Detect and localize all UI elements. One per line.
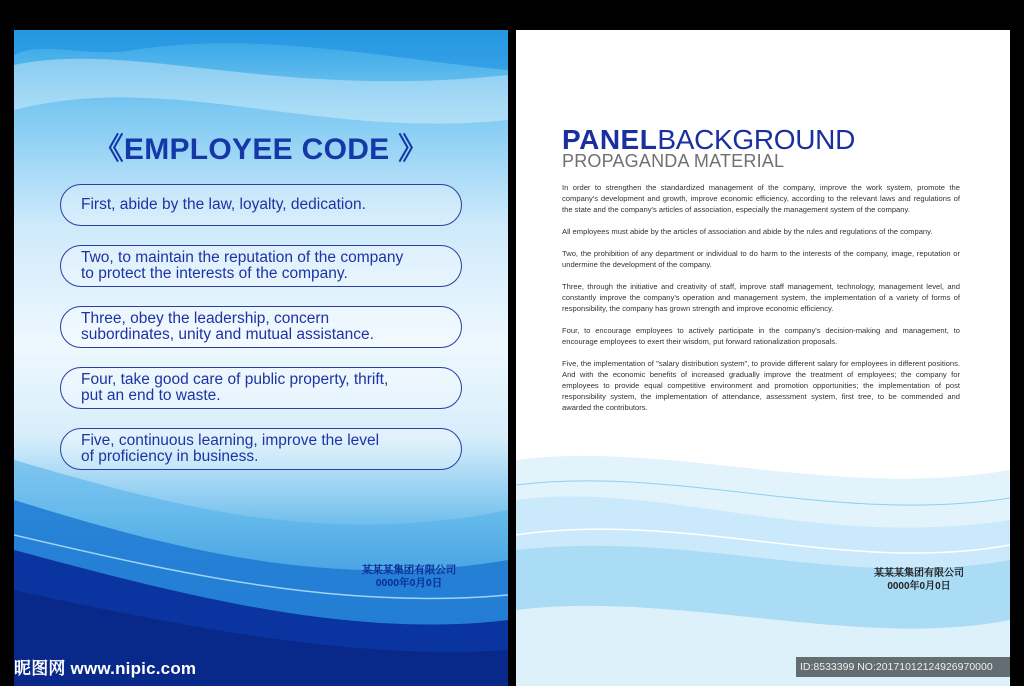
right-footer bbox=[866, 567, 972, 593]
code-item-5 bbox=[60, 428, 462, 470]
code-item-4 bbox=[60, 367, 462, 409]
paragraph: Four, to encourage employees to actively participate in the company's decision-making and management, to encourage employees to exert their wisdom, put forward rationalization proposals. bbox=[562, 326, 960, 346]
code-item-3 bbox=[60, 306, 462, 348]
left-footer bbox=[344, 564, 474, 590]
employee-code-title: 《EMPLOYEE CODE 》 bbox=[93, 133, 429, 166]
image-id-watermark: ID:8533399 NO:20171012124926970000 bbox=[796, 657, 1010, 677]
paragraph: In order to strengthen the standardized management of the company, improve the work system, promote the company's development and growth, improve economic efficiency, according to the relevant laws and regulations of the state and the company's articles of association, especially the management system of the company. bbox=[562, 183, 960, 214]
code-item-text: First, abide by the law, loyalty, dedication. bbox=[81, 196, 366, 213]
code-item-text: subordinates, unity and mutual assistance. bbox=[81, 326, 374, 343]
paragraph: Three, through the initiative and creativity of staff, improve staff management, technology, management level, and constantly improve the company's operation and management system, the implementation of a variety of forms of responsibility, the company has grown strength and improve economic efficiency. bbox=[562, 282, 960, 313]
left-panel bbox=[14, 30, 508, 686]
code-item-text: of proficiency in business. bbox=[81, 448, 259, 465]
company-name: 某某某集团有限公司 bbox=[361, 564, 457, 576]
title-bold: PANEL bbox=[562, 124, 658, 155]
right-panel bbox=[516, 30, 1010, 686]
propaganda-subtitle: PROPAGANDA MATERIAL bbox=[562, 151, 785, 171]
site-watermark: 昵图网 www.nipic.com bbox=[14, 659, 197, 678]
paragraph: All employees must abide by the articles of association and abide by the rules and regulations of the company. bbox=[562, 227, 933, 236]
code-item-text: to protect the interests of the company. bbox=[81, 265, 348, 282]
code-item-text: put an end to waste. bbox=[81, 387, 221, 404]
code-item-text: Two, to maintain the reputation of the company bbox=[81, 249, 404, 266]
code-item-2 bbox=[60, 245, 462, 287]
code-item-text: Five, continuous learning, improve the level bbox=[81, 432, 380, 449]
company-name: 某某某集团有限公司 bbox=[874, 568, 964, 579]
date-text: 0000年0月0日 bbox=[887, 581, 951, 592]
title-rest: BACKGROUND bbox=[657, 124, 856, 155]
code-item-text: Four, take good care of public property, thrift, bbox=[81, 371, 389, 388]
code-item-1 bbox=[60, 184, 462, 226]
code-item-text: Three, obey the leadership, concern bbox=[81, 310, 330, 327]
body-text bbox=[562, 182, 960, 424]
paragraph: Five, the implementation of "salary distribution system", to provide different salary for employees in different positions. And with the economic benefits of increased gradually improve the treatment of employees; the company for employees to provide equal competitive environment and promotion opportunities; the implementation of post responsibility system, the implementation of attendance, assessment system, first tree, to be commended and awarded the contributors. bbox=[562, 359, 960, 412]
date-text: 0000年0月0日 bbox=[375, 577, 443, 589]
paragraph: Two, the prohibition of any department or individual to do harm to the interests of the company, image, reputation or undermine the development of the company. bbox=[562, 249, 960, 269]
